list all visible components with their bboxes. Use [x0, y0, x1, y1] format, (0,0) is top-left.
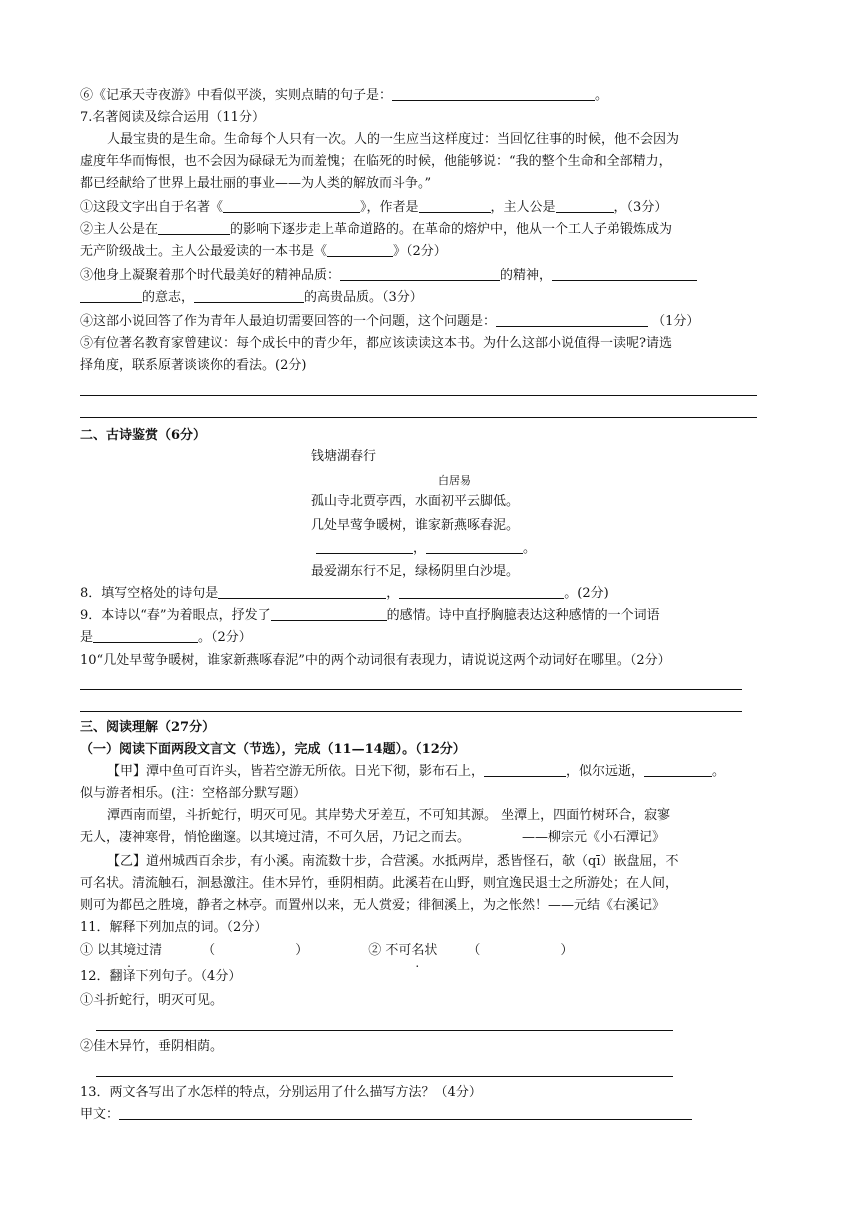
answer-blank[interactable]: [327, 242, 393, 257]
poem-line: 几处早莺争暖树，谁家新燕啄春泥。: [311, 518, 520, 533]
q7-s5: ⑤有位著名教育家曾建议：每个成长中的青少年，都应该读读这本书。为什么这部小说值得一读呢?请选: [80, 336, 672, 351]
answer-blank[interactable]: [556, 198, 614, 213]
answer-line[interactable]: [96, 1030, 673, 1031]
answer-line[interactable]: [80, 689, 742, 690]
poem-blank-line: ， 。: [316, 538, 536, 560]
poem-line: 最爱湖东行不足，绿杨阴里白沙堤。: [311, 564, 520, 579]
jia-line: 【甲】潭中鱼可百许头，皆若空游无所依。日光下彻，影布石上， ，似尔远逝， 。: [107, 764, 726, 779]
answer-blank[interactable]: [496, 312, 648, 327]
q7-passage-line: 虚度年华而悔恨，也不会因为碌碌无为而羞愧；在临死的时候，他能够说：“我的整个生命和全部精力，: [80, 154, 672, 169]
q7-s3-cont: 的意志， 的高贵品质。（3分）: [80, 287, 423, 309]
answer-blank[interactable]: [80, 288, 142, 303]
answer-blank[interactable]: [426, 539, 523, 554]
answer-blank[interactable]: [119, 1105, 692, 1120]
q13-jia: 甲文：: [80, 1104, 692, 1126]
jia-line: 无人，凄神寒骨，悄怆幽邃。以其境过清，不可久居，乃记之而去。 ——柳宗元《小石潭记》: [80, 830, 666, 845]
answer-blank[interactable]: [392, 86, 595, 101]
q7-passage-line: 人最宝贵的是生命。生命每个人只有一次。人的一生应当这样度过：当回忆往事的时候，他不会因为: [107, 132, 680, 147]
q11-title: 11．解释下列加点的词。（2分）: [80, 920, 268, 935]
q8: 8．填写空格处的诗句是 ， 。(2分): [80, 586, 609, 601]
answer-line[interactable]: [80, 417, 757, 418]
q9: 9．本诗以“春”为着眼点，抒发了 的感情。诗中直抒胸臆表达这种感情的一个词语: [80, 608, 660, 623]
answer-blank[interactable]: [93, 628, 198, 643]
answer-blank[interactable]: [271, 606, 387, 621]
q6-item6: ⑥《记承天寺夜游》中看似平淡，实则点睛的句子是： 。: [80, 88, 609, 103]
q7-s1: ①这段文字出自于名著《 》，作者是 ，主人公是 ，（3分）: [80, 200, 668, 215]
answer-line[interactable]: [80, 711, 742, 712]
q7-s5-cont: 择角度，联系原著谈谈你的看法。(2分): [80, 358, 307, 373]
q12-s2: ②佳木异竹，垂阴相荫。: [80, 1039, 224, 1054]
yi-line: 可名状。清流触石，洄悬激注。佳木异竹，垂阴相荫。此溪若在山野，则宜逸民退士之所游处；在人间，: [80, 876, 679, 891]
answer-blank[interactable]: [194, 288, 304, 303]
answer-line[interactable]: [80, 395, 757, 396]
q9-cont: 是 。（2分）: [80, 630, 252, 645]
jia-line: 似与游者相乐。(注：空格部分默写题）: [80, 786, 307, 801]
poem-line: 孤山寺北贾亭西，水面初平云脚低。: [311, 494, 520, 509]
q12-title: 12．翻译下列句子。（4分）: [80, 969, 242, 984]
q7-s2: ②主人公是在 的影响下逐步走上革命道路的。在革命的熔炉中，他从一个工人子弟锻炼成为: [80, 222, 673, 237]
q11-items: ① 以其境过清 （ ） ② 不可名状 （ ）: [80, 943, 574, 958]
answer-blank[interactable]: [316, 539, 413, 554]
answer-blank[interactable]: [218, 584, 386, 599]
q7-s2-cont: 无产阶级战士。主人公最爱读的一本书是《 》（2分）: [80, 244, 447, 259]
q7-s3: ③他身上凝聚着那个时代最美好的精神品质： 的精神，: [80, 265, 697, 287]
answer-line[interactable]: [96, 1076, 673, 1077]
poem-author: 白居易: [438, 474, 471, 487]
section3-title: 三、阅读理解（27分）: [80, 720, 216, 735]
answer-blank[interactable]: [340, 266, 500, 281]
q7-s4: ④这部小说回答了作为青年人最迫切需要回答的一个问题，这个问题是： （1分）: [80, 314, 700, 329]
yi-line: 则可为都邑之胜境，静者之林亭。而置州以来，无人赏爱；徘徊溪上，为之怅然！——元结《右溪记》: [80, 898, 666, 913]
answer-blank[interactable]: [399, 584, 564, 599]
section2-title: 二、古诗鉴赏（6分）: [80, 428, 207, 443]
q7-title: 7.名著阅读及综合运用（11分）: [80, 110, 265, 125]
q10: 10“几处早莺争暖树，谁家新燕啄春泥”中的两个动词很有表现力，请说说这两个动词好在哪里。（2分）: [80, 653, 671, 668]
answer-blank[interactable]: [223, 198, 360, 213]
q6-item6-text: ⑥《记承天寺夜游》中看似平淡，实则点睛的句子是：: [80, 88, 393, 103]
poem-title: 钱塘湖春行: [311, 449, 377, 464]
section3-sub1: （一）阅读下面两段文言文（节选），完成（11—14题）。（12分）: [80, 742, 466, 757]
yi-line: 【乙】道州城西百余步，有小溪。南流数十步，合营溪。水抵两岸，悉皆怪石，欹（qī）嵌盘屈，不: [107, 854, 679, 869]
answer-blank[interactable]: [158, 220, 230, 235]
answer-blank[interactable]: [644, 762, 712, 777]
answer-blank[interactable]: [419, 198, 491, 213]
answer-blank[interactable]: [484, 762, 566, 777]
q7-passage-line: 都已经献给了世界上最壮丽的事业——为人类的解放而斗争。”: [80, 176, 432, 191]
jia-line: 潭西南而望，斗折蛇行，明灭可见。其岸势犬牙差互，不可知其源。 坐潭上，四面竹树环合，寂寥: [107, 808, 671, 823]
answer-blank[interactable]: [552, 266, 697, 281]
q13-title: 13．两文各写出了水怎样的特点，分别运用了什么描写方法？（4分）: [80, 1085, 482, 1100]
q12-s1: ①斗折蛇行，明灭可见。: [80, 993, 224, 1008]
